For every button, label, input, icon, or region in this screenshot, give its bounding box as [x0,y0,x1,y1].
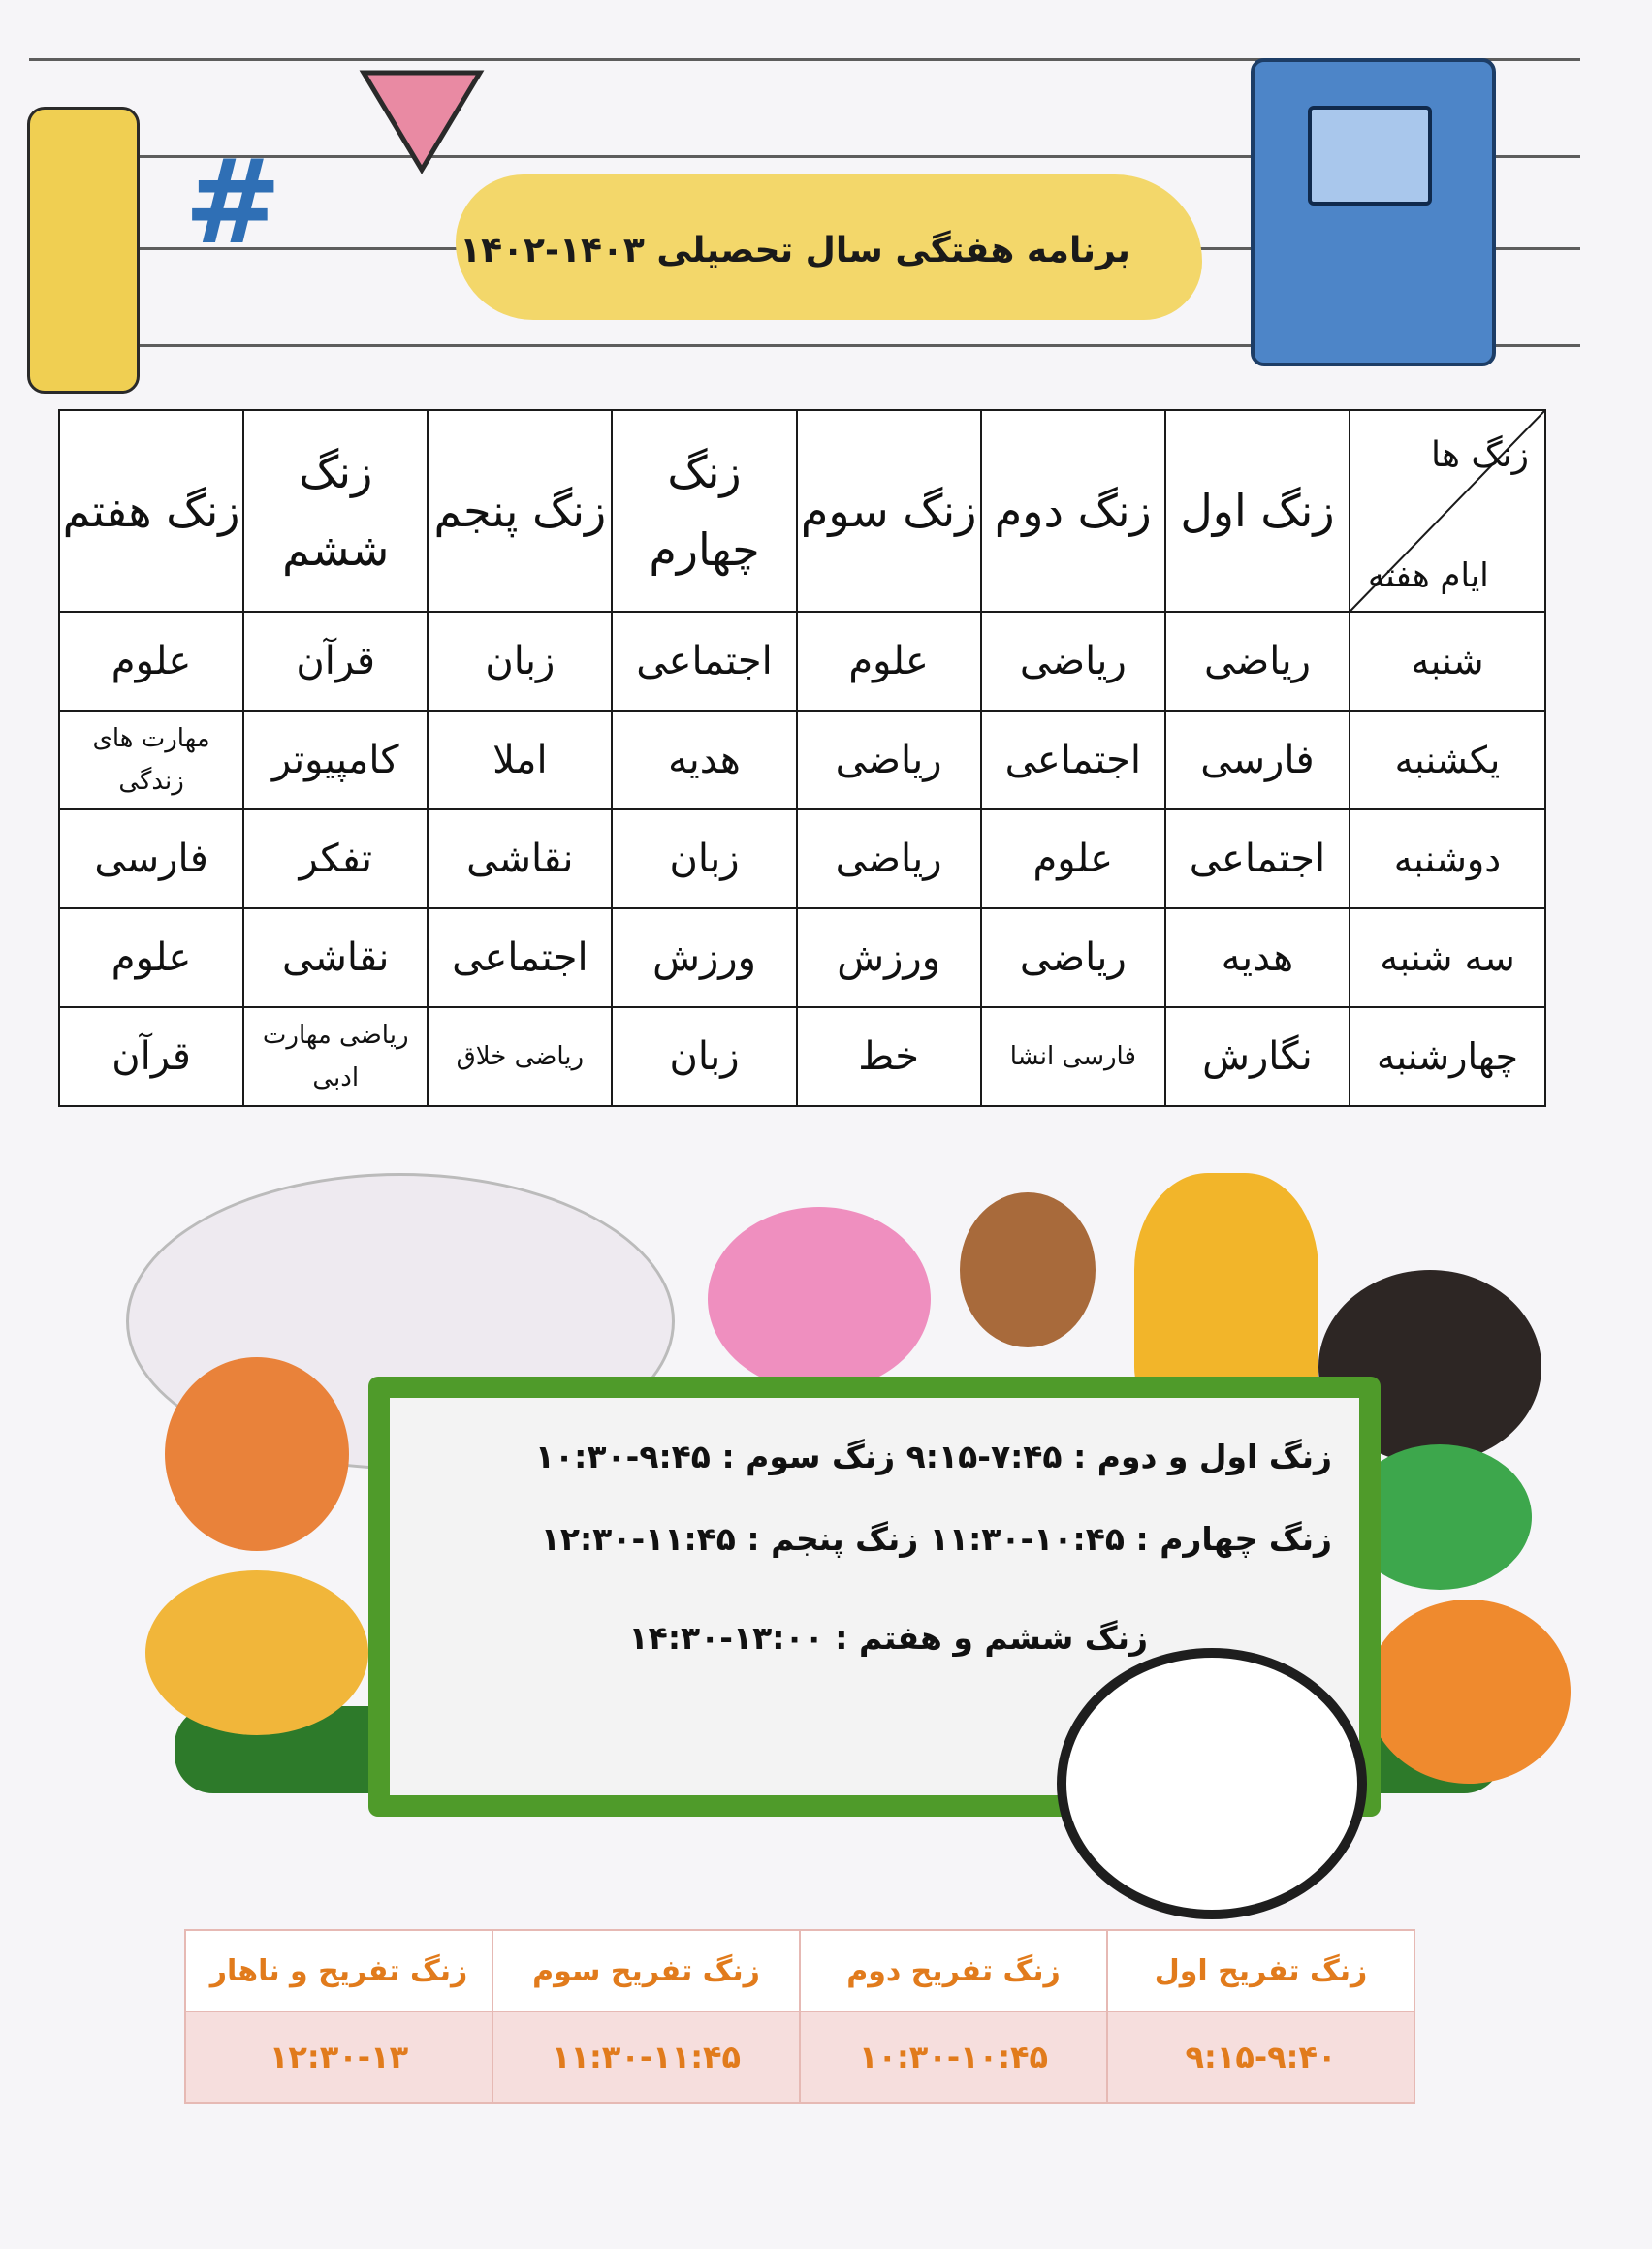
triangle-doodle-icon [359,63,485,179]
tiger-icon [145,1570,368,1735]
table-cell: زبان [612,809,796,908]
column-header: زنگ هفتم [59,410,243,612]
weekly-schedule-table [58,409,1546,1107]
table-cell: زبان [428,612,612,711]
hippo-icon [708,1207,931,1391]
table-cell: خط [797,1007,981,1106]
table-cell: ورزش [797,908,981,1007]
table-cell: کامپیوتر [243,711,428,809]
table-row [59,1007,1545,1106]
panda-icon [1057,1648,1367,1919]
table-cell: املا [428,711,612,809]
table-cell: اجتماعی [981,711,1165,809]
table-row [59,908,1545,1007]
fox-icon [165,1357,349,1551]
table-cell: فارسی انشا [981,1007,1165,1106]
table-cell: هدیه [1165,908,1350,1007]
break-time: ۱۱:۳۰-۱۱:۴۵ [492,2011,800,2103]
table-cell: ریاضی [981,908,1165,1007]
table-cell: نگارش [1165,1007,1350,1106]
bell-times-line: زنگ چهارم : ۱۰:۴۵-۱۱:۳۰ زنگ پنجم : ۱۱:۴۵-۱۲:۳۰ [540,1520,1332,1558]
column-header: زنگ اول [1165,410,1350,612]
column-header: زنگ سوم [797,410,981,612]
table-cell: قرآن [243,612,428,711]
column-header: زنگ چهارم [612,410,796,612]
table-cell: علوم [981,809,1165,908]
notebook-icon [1251,58,1496,366]
hash-doodle-icon: # [184,136,282,270]
bell-times-line: زنگ ششم و هفتم : ۱۳:۰۰-۱۴:۳۰ [628,1619,1148,1657]
break-header: زنگ تفریح اول [1107,1930,1414,2011]
day-cell: دوشنبه [1350,809,1545,908]
bell-times-line: زنگ اول و دوم : ۷:۴۵-۹:۱۵ زنگ سوم : ۹:۴۵-۱۰:۳۰ [534,1438,1332,1475]
corner-cell [1350,410,1545,612]
table-row [59,809,1545,908]
corner-days-label: ایام هفته [1368,556,1489,596]
table-cell: ریاضی [797,809,981,908]
corner-bells-label: زنگ ها [1430,435,1529,475]
table-cell: علوم [59,908,243,1007]
table-cell: نقاشی [428,809,612,908]
day-cell: چهارشنبه [1350,1007,1545,1106]
break-header: زنگ تفریح سوم [492,1930,800,2011]
cartoon-decoration [27,107,140,394]
breaks-header-row [185,1930,1414,2011]
breaks-times-row [185,2011,1414,2103]
breaks-table [184,1929,1415,2104]
table-cell: اجتماعی [428,908,612,1007]
table-cell: اجتماعی [612,612,796,711]
column-header: زنگ دوم [981,410,1165,612]
page-title: برنامه هفتگی سال تحصیلی ۱۴۰۳-۱۴۰۲ [460,230,1130,270]
table-cell: قرآن [59,1007,243,1106]
column-header: زنگ ششم [243,410,428,612]
lion-icon [1367,1600,1571,1784]
day-cell: شنبه [1350,612,1545,711]
table-cell: فارسی [1165,711,1350,809]
table-cell: هدیه [612,711,796,809]
table-cell: مهارت های زندگی [59,711,243,809]
table-cell: زبان [612,1007,796,1106]
table-cell: فارسی [59,809,243,908]
break-header: زنگ تفریح و ناهار [185,1930,492,2011]
break-time: ۱۰:۳۰-۱۰:۴۵ [800,2011,1107,2103]
table-header-row [59,410,1545,612]
table-cell: تفکر [243,809,428,908]
table-cell: اجتماعی [1165,809,1350,908]
table-row [59,711,1545,809]
monkey-icon [960,1192,1096,1347]
table-cell: ورزش [612,908,796,1007]
table-cell: ریاضی خلاق [428,1007,612,1106]
day-cell: یکشنبه [1350,711,1545,809]
break-time: ۱۲:۳۰-۱۳ [185,2011,492,2103]
table-row [59,612,1545,711]
table-cell: نقاشی [243,908,428,1007]
day-cell: سه شنبه [1350,908,1545,1007]
table-cell: ریاضی [981,612,1165,711]
break-header: زنگ تفریح دوم [800,1930,1107,2011]
table-cell: ریاضی [1165,612,1350,711]
table-cell: علوم [59,612,243,711]
table-cell: ریاضی [797,711,981,809]
table-cell: علوم [797,612,981,711]
table-cell: ریاضی مهارت ادبی [243,1007,428,1106]
break-time: ۹:۱۵-۹:۴۰ [1107,2011,1414,2103]
column-header: زنگ پنجم [428,410,612,612]
